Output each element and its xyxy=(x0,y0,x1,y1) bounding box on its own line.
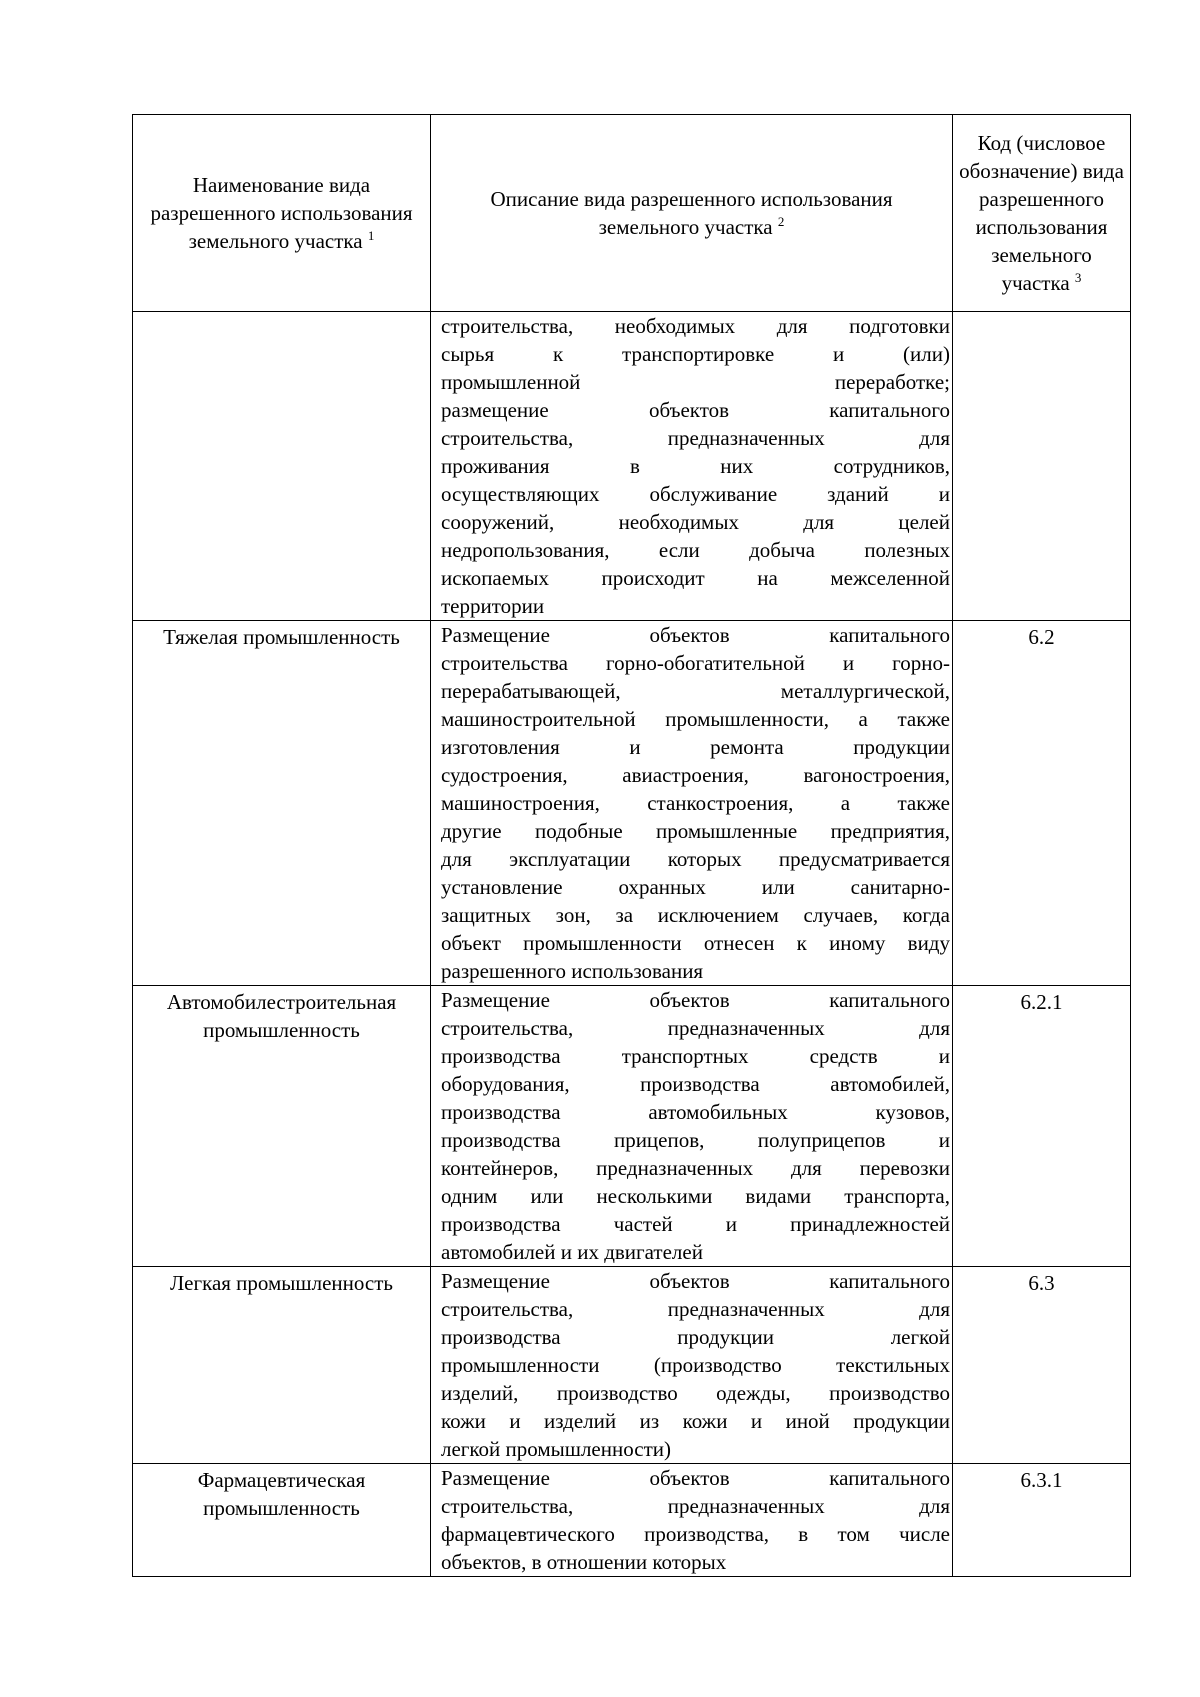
land-use-code-cell xyxy=(953,621,1131,986)
land-use-code: 6.2.1 xyxy=(1020,990,1063,1014)
description-line: Размещение объектов капитального xyxy=(441,1466,950,1490)
footnote-mark-3: 3 xyxy=(1074,270,1082,285)
land-use-description-cell xyxy=(431,986,953,1267)
description-line: строительства, предназначенных для xyxy=(441,1494,950,1518)
land-use-name-cell xyxy=(133,1267,431,1464)
description-line: территории xyxy=(441,594,545,618)
footnote-mark-1: 1 xyxy=(367,228,375,243)
description-line: разрешенного использования xyxy=(441,959,704,983)
description-line: изделий, производство одежды, производство xyxy=(441,1381,950,1405)
description-line: Размещение объектов капитального xyxy=(441,988,950,1012)
land-use-code-cell xyxy=(953,312,1131,621)
description-line: проживания в них сотрудников, xyxy=(441,454,950,478)
header-code-column xyxy=(953,115,1131,312)
description-line: Размещение объектов капитального xyxy=(441,623,950,647)
header-code-text: Код (числовое обозначение) вида разрешенного использования земельного участка xyxy=(959,131,1124,295)
land-use-name: Легкая промышленность xyxy=(170,1271,393,1295)
header-name-text: Наименование вида разрешенного использования земельного участка xyxy=(150,173,413,253)
land-use-code-cell xyxy=(953,1464,1131,1577)
description-line: промышленности (производство текстильных xyxy=(441,1353,950,1377)
table-row xyxy=(133,1267,1131,1464)
land-use-description-cell xyxy=(431,1464,953,1577)
header-description-text: Описание вида разрешенного использования земельного участка xyxy=(490,187,893,239)
description-line: фармацевтического производства, в том числе xyxy=(441,1522,950,1546)
land-use-code: 6.2 xyxy=(1028,625,1055,649)
description-line: производства частей и принадлежностей xyxy=(441,1212,950,1236)
description-line: другие подобные промышленные предприятия, xyxy=(441,819,950,843)
land-use-name: Фармацевтическая промышленность xyxy=(197,1468,366,1520)
description-line: строительства горно-обогатительной и горно- xyxy=(441,651,950,675)
land-use-name: Тяжелая промышленность xyxy=(163,625,400,649)
land-use-name-cell xyxy=(133,1464,431,1577)
description-line: объект промышленности отнесен к иному виду xyxy=(441,931,950,955)
table-body xyxy=(133,312,1131,1577)
description-line: автомобилей и их двигателей xyxy=(441,1240,703,1264)
land-use-description-cell xyxy=(431,312,953,621)
description-line: установление охранных или санитарно- xyxy=(441,875,950,899)
description-line: недропользования, если добыча полезных xyxy=(441,538,950,562)
description-line: строительства, предназначенных для xyxy=(441,426,950,450)
description-line: производства продукции легкой xyxy=(441,1325,950,1349)
land-use-name-cell xyxy=(133,621,431,986)
description-line: оборудования, производства автомобилей, xyxy=(441,1072,950,1096)
table-row xyxy=(133,312,1131,621)
land-use-code: 6.3 xyxy=(1028,1271,1055,1295)
land-use-description-cell xyxy=(431,1267,953,1464)
description-line: судостроения, авиастроения, вагоностроения, xyxy=(441,763,950,787)
description-line: машиностроительной промышленности, а также xyxy=(441,707,950,731)
description-line: объектов, в отношении которых xyxy=(441,1550,727,1574)
land-use-description-cell xyxy=(431,621,953,986)
description-line: контейнеров, предназначенных для перевозки xyxy=(441,1156,950,1180)
land-use-code-cell xyxy=(953,1267,1131,1464)
description-line: для эксплуатации которых предусматривается xyxy=(441,847,950,871)
description-line: перерабатывающей, металлургической, xyxy=(441,679,950,703)
description-line: строительства, предназначенных для xyxy=(441,1297,950,1321)
table-header-row xyxy=(133,115,1131,312)
description-line: машиностроения, станкостроения, а также xyxy=(441,791,950,815)
header-name-column xyxy=(133,115,431,312)
description-line: производства прицепов, полуприцепов и xyxy=(441,1128,950,1152)
description-line: размещение объектов капитального xyxy=(441,398,950,422)
land-use-name-cell xyxy=(133,986,431,1267)
description-line: строительства, предназначенных для xyxy=(441,1016,950,1040)
description-line: изготовления и ремонта продукции xyxy=(441,735,950,759)
description-line: производства автомобильных кузовов, xyxy=(441,1100,950,1124)
description-line: осуществляющих обслуживание зданий и xyxy=(441,482,950,506)
description-line: Размещение объектов капитального xyxy=(441,1269,950,1293)
land-use-name-cell xyxy=(133,312,431,621)
footnote-mark-2: 2 xyxy=(777,214,785,229)
land-use-name: Автомобилестроительная промышленность xyxy=(166,990,397,1042)
description-line: ископаемых происходит на межселенной xyxy=(441,566,950,590)
description-line: сооружений, необходимых для целей xyxy=(441,510,950,534)
land-use-code-cell xyxy=(953,986,1131,1267)
header-description-column xyxy=(431,115,953,312)
land-use-code: 6.3.1 xyxy=(1020,1468,1063,1492)
land-use-name xyxy=(133,312,430,314)
land-use-table xyxy=(132,114,1131,1577)
table-row xyxy=(133,621,1131,986)
description-line: одним или несколькими видами транспорта, xyxy=(441,1184,950,1208)
description-line: кожи и изделий из кожи и иной продукции xyxy=(441,1409,950,1433)
description-line: легкой промышленности) xyxy=(441,1437,671,1461)
description-line: сырья к транспортировке и (или) xyxy=(441,342,950,366)
table-row xyxy=(133,986,1131,1267)
description-line: производства транспортных средств и xyxy=(441,1044,950,1068)
description-line: защитных зон, за исключением случаев, когда xyxy=(441,903,950,927)
description-line: промышленной переработке; xyxy=(441,370,950,394)
description-line: строительства, необходимых для подготовки xyxy=(441,314,950,338)
land-use-code xyxy=(953,312,1130,314)
table-row xyxy=(133,1464,1131,1577)
